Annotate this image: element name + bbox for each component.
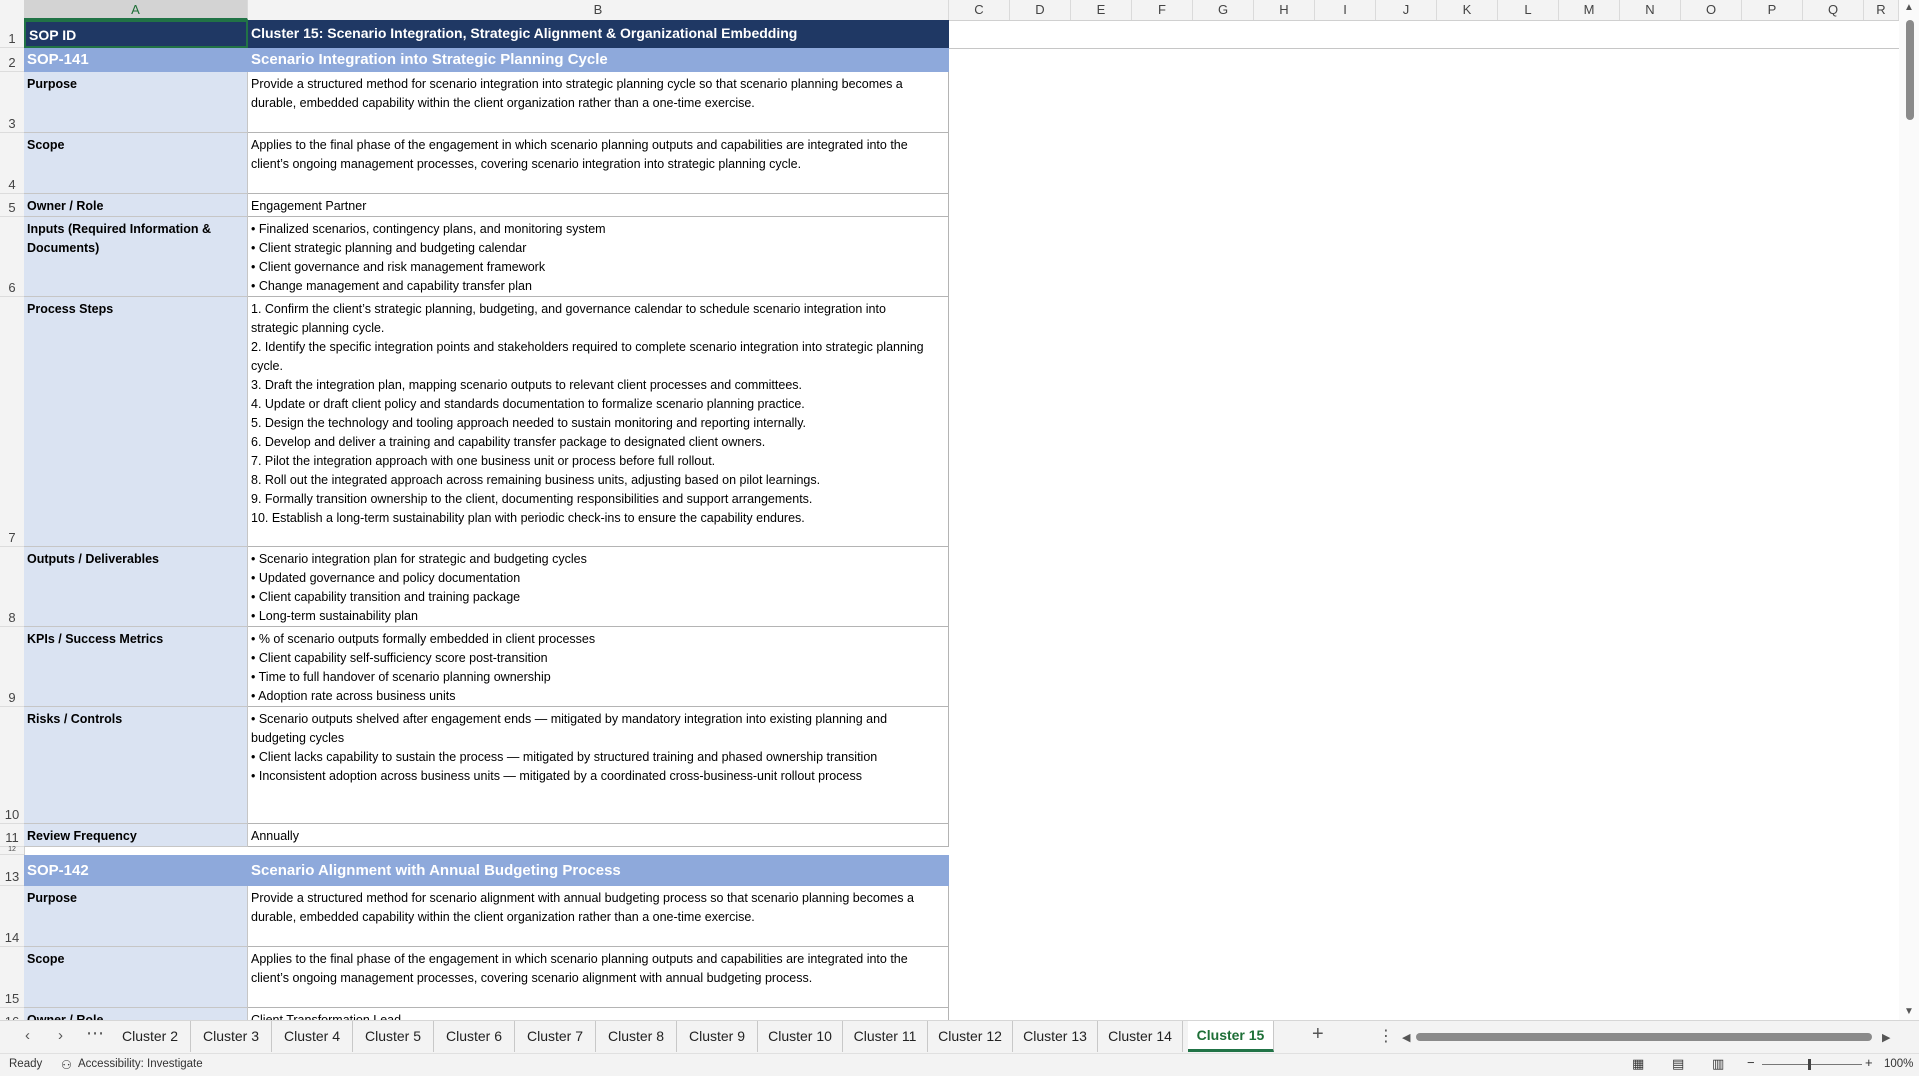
column-header-o[interactable]: O xyxy=(1681,0,1742,20)
cell-a10[interactable]: Risks / Controls xyxy=(24,707,248,824)
column-header-a[interactable]: A xyxy=(24,0,248,20)
accessibility-icon: ⚇ xyxy=(61,1058,72,1072)
sheet-tab[interactable]: Cluster 12 xyxy=(928,1021,1013,1052)
cell-b7[interactable] xyxy=(248,297,949,547)
cell-a6[interactable] xyxy=(24,217,248,297)
cell-line: 1. Confirm the client’s strategic planning, budgeting, and governance calendar to schedule scenario integration into xyxy=(251,302,886,316)
cell-b2[interactable]: Scenario Integration into Strategic Planning Cycle xyxy=(248,48,949,72)
cell-a1[interactable]: SOP ID xyxy=(24,20,248,48)
sheet-tab[interactable]: Cluster 9 xyxy=(677,1021,758,1052)
cell-line: strategic planning cycle. xyxy=(251,321,385,335)
cell-line: Applies to the final phase of the engagement in which scenario planning outputs and capabilities are integrated into the xyxy=(251,952,908,966)
cell-a15[interactable]: Scope xyxy=(24,947,248,1008)
more-options-icon[interactable]: ⋮ xyxy=(1378,1028,1394,1045)
status-bar xyxy=(0,1053,1919,1076)
cell-b13[interactable]: Scenario Alignment with Annual Budgeting Process xyxy=(248,855,949,886)
sop-title-row xyxy=(24,855,949,886)
sheet-tab[interactable]: Cluster 13 xyxy=(1013,1021,1098,1052)
gridline xyxy=(949,48,1899,49)
cell-b11[interactable]: Annually xyxy=(248,824,949,847)
cell-a8[interactable]: Outputs / Deliverables xyxy=(24,547,248,627)
row-header-7[interactable]: 7 xyxy=(0,297,24,547)
sheet-tab[interactable]: Cluster 11 xyxy=(843,1021,928,1052)
table-row xyxy=(24,824,949,847)
cell-b10[interactable] xyxy=(248,707,949,824)
table-row xyxy=(24,72,949,133)
cell-a5[interactable]: Owner / Role xyxy=(24,194,248,217)
zoom-level[interactable]: 100% xyxy=(1884,1058,1914,1070)
row-header-1[interactable]: 1 xyxy=(0,20,24,48)
cell-b9[interactable] xyxy=(248,627,949,707)
column-header-r[interactable]: R xyxy=(1864,0,1899,20)
sheet-tab[interactable]: Cluster 8 xyxy=(596,1021,677,1052)
next-sheet-icon[interactable]: › xyxy=(58,1027,63,1044)
cell-line: • Client capability transition and training package xyxy=(251,590,521,604)
column-header-e[interactable]: E xyxy=(1071,0,1132,20)
cell-a13[interactable]: SOP-142 xyxy=(24,855,248,886)
zoom-slider[interactable] xyxy=(1762,1064,1862,1065)
column-header-n[interactable]: N xyxy=(1620,0,1681,20)
table-row xyxy=(24,297,949,547)
column-header-i[interactable]: I xyxy=(1315,0,1376,20)
cell-b6[interactable] xyxy=(248,217,949,297)
cell-line: 5. Design the technology and tooling approach needed to sustain monitoring and reporting internally. xyxy=(251,416,806,430)
row-header-9[interactable]: 9 xyxy=(0,627,24,707)
cell-b15[interactable] xyxy=(248,947,949,1008)
horizontal-scroll-thumb[interactable] xyxy=(1416,1033,1872,1041)
cell-b5[interactable]: Engagement Partner xyxy=(248,194,949,217)
more-sheets-icon[interactable]: ⋯ xyxy=(86,1023,104,1043)
previous-sheet-icon[interactable]: ‹ xyxy=(25,1027,30,1044)
cell-a4[interactable]: Scope xyxy=(24,133,248,194)
worksheet-grid xyxy=(24,20,1899,1020)
scroll-up-icon[interactable]: ▲ xyxy=(1904,2,1914,13)
cell-line: client’s ongoing management processes, covering scenario integration into strategic planning cycle. xyxy=(251,157,802,171)
cell-line: cycle. xyxy=(251,359,283,373)
cell-line: client’s ongoing management processes, covering scenario alignment with annual budgeting process. xyxy=(251,971,813,985)
column-header-j[interactable]: J xyxy=(1376,0,1437,20)
row-header-bar xyxy=(0,20,25,1020)
cell-a9[interactable]: KPIs / Success Metrics xyxy=(24,627,248,707)
cell-b3[interactable] xyxy=(248,72,949,133)
status-ready: Ready xyxy=(9,1058,43,1070)
cell-line: Provide a structured method for scenario integration into strategic planning cycle so that scenario planning becomes a xyxy=(251,77,903,91)
row-header-4[interactable]: 4 xyxy=(0,133,24,194)
row-header-15[interactable]: 15 xyxy=(0,947,24,1008)
row-header-12[interactable]: 12 xyxy=(0,847,24,855)
cell-line: • Client governance and risk management framework xyxy=(251,260,546,274)
cell-line: 4. Update or draft client policy and standards documentation to formalize scenario planning practice. xyxy=(251,397,805,411)
column-header-h[interactable]: H xyxy=(1254,0,1315,20)
row-header-3[interactable]: 3 xyxy=(0,72,24,133)
vertical-scrollbar[interactable] xyxy=(1899,0,1919,1020)
cell-line: Applies to the final phase of the engagement in which scenario planning outputs and capabilities are integrated into the xyxy=(251,138,908,152)
column-header-q[interactable]: Q xyxy=(1803,0,1864,20)
column-header-c[interactable]: C xyxy=(949,0,1010,20)
cell-line: budgeting cycles xyxy=(251,731,345,745)
sheet-tab-bar xyxy=(0,1020,1919,1053)
horizontal-scrollbar[interactable] xyxy=(1402,1030,1892,1044)
cell-a11[interactable]: Review Frequency xyxy=(24,824,248,847)
sheet-tab[interactable]: Cluster 3 xyxy=(191,1021,272,1052)
table-row xyxy=(24,627,949,707)
cell-a7[interactable]: Process Steps xyxy=(24,297,248,547)
column-header-m[interactable]: M xyxy=(1559,0,1620,20)
cell-line: Inputs (Required Information & xyxy=(27,222,212,236)
row-header-6[interactable]: 6 xyxy=(0,217,24,297)
table-row xyxy=(24,547,949,627)
column-header-b[interactable]: B xyxy=(248,0,949,20)
cell-b8[interactable] xyxy=(248,547,949,627)
cell-line: 2. Identify the specific integration points and stakeholders required to complete scenario integration into strategic planning xyxy=(251,340,924,354)
cell-line: 8. Roll out the integrated approach across remaining business units, adjusting based on pilot learnings. xyxy=(251,473,821,487)
cell-line: • Updated governance and policy documentation xyxy=(251,571,521,585)
column-header-g[interactable]: G xyxy=(1193,0,1254,20)
sheet-tab[interactable]: Cluster 2 xyxy=(110,1021,191,1052)
zoom-in-icon[interactable]: + xyxy=(1865,1055,1873,1070)
cell-line: • Finalized scenarios, contingency plans, and monitoring system xyxy=(251,222,606,236)
column-header-l[interactable]: L xyxy=(1498,0,1559,20)
cell-b14[interactable] xyxy=(248,886,949,947)
scroll-left-icon[interactable]: ◀ xyxy=(1402,1032,1411,1044)
cell-a14[interactable]: Purpose xyxy=(24,886,248,947)
sop-title-row xyxy=(24,48,949,72)
cell-line: 7. Pilot the integration approach with one business unit or process before full rollout. xyxy=(251,454,716,468)
sheet-tab[interactable]: Cluster 5 xyxy=(353,1021,434,1052)
cell-line: • Client lacks capability to sustain the process — mitigated by structured training and phased ownership transition xyxy=(251,750,878,764)
select-all-corner[interactable] xyxy=(0,0,25,20)
cell-b1[interactable]: Cluster 15: Scenario Integration, Strategic Alignment & Organizational Embedding xyxy=(248,20,949,48)
sheet-tab[interactable]: Cluster 14 xyxy=(1098,1021,1183,1052)
column-header-bar xyxy=(0,0,1919,21)
table-row xyxy=(24,707,949,824)
cell-line: • Adoption rate across business units xyxy=(251,689,456,703)
cell-b4[interactable] xyxy=(248,133,949,194)
cell-line: • Scenario integration plan for strategic and budgeting cycles xyxy=(251,552,587,566)
row-header-11[interactable]: 11 xyxy=(0,824,24,847)
cell-line: • Client capability self-sufficiency score post-transition xyxy=(251,651,548,665)
column-header-k[interactable]: K xyxy=(1437,0,1498,20)
normal-view-icon[interactable]: ▦ xyxy=(1632,1056,1645,1071)
table-row xyxy=(24,947,949,1008)
sheet-tab[interactable]: Cluster 10 xyxy=(758,1021,843,1052)
zoom-slider-thumb[interactable] xyxy=(1808,1059,1811,1070)
row-header-13[interactable]: 13 xyxy=(0,855,24,886)
table-row xyxy=(24,217,949,297)
add-sheet-icon[interactable]: + xyxy=(1312,1023,1324,1045)
page-break-preview-icon[interactable]: ▥ xyxy=(1712,1056,1725,1071)
sheet-tab[interactable]: Cluster 7 xyxy=(515,1021,596,1052)
row-header-8[interactable]: 8 xyxy=(0,547,24,627)
cell-line: Provide a structured method for scenario alignment with annual budgeting process so that scenario planning becomes a xyxy=(251,891,914,905)
row-header-5[interactable]: 5 xyxy=(0,194,24,217)
cell-line: durable, embedded capability within the client organization rather than a one-time exercise. xyxy=(251,910,755,924)
cell-line: 3. Draft the integration plan, mapping scenario outputs to relevant client processes and committees. xyxy=(251,378,802,392)
cell-line: Documents) xyxy=(27,241,100,255)
row-header-14[interactable]: 14 xyxy=(0,886,24,947)
sheet-header-row xyxy=(24,20,949,48)
cell-line: • Client strategic planning and budgeting calendar xyxy=(251,241,527,255)
column-header-d[interactable]: D xyxy=(1010,0,1071,20)
cell-line: • Scenario outputs shelved after engagement ends — mitigated by mandatory integration into existing planning and xyxy=(251,712,888,726)
cell-line: 6. Develop and deliver a training and capability transfer package to designated client owners. xyxy=(251,435,766,449)
cell-line: • Change management and capability transfer plan xyxy=(251,279,532,293)
cell-line: durable, embedded capability within the client organization rather than a one-time exercise. xyxy=(251,96,755,110)
column-header-p[interactable]: P xyxy=(1742,0,1803,20)
table-row xyxy=(24,194,949,217)
sheet-tab[interactable]: Cluster 6 xyxy=(434,1021,515,1052)
sheet-tab-active[interactable]: Cluster 15 xyxy=(1188,1021,1274,1052)
page-layout-view-icon[interactable]: ▤ xyxy=(1672,1056,1685,1071)
cell-line: 9. Formally transition ownership to the client, documenting responsibilities and support arrangements. xyxy=(251,492,813,506)
sheet-tab[interactable]: Cluster 4 xyxy=(272,1021,353,1052)
cell-a3[interactable]: Purpose xyxy=(24,72,248,133)
scroll-right-icon[interactable]: ▶ xyxy=(1882,1032,1891,1044)
cell-line: • Time to full handover of scenario planning ownership xyxy=(251,670,551,684)
cell-line: • % of scenario outputs formally embedded in client processes xyxy=(251,632,596,646)
table-row xyxy=(24,886,949,947)
cell-line: 10. Establish a long-term sustainability plan with periodic check-ins to ensure the capability endures. xyxy=(251,511,805,525)
accessibility-status[interactable]: Accessibility: Investigate xyxy=(78,1058,203,1070)
table-row xyxy=(24,133,949,194)
cell-line: • Inconsistent adoption across business units — mitigated by a coordinated cross-business-unit rollout process xyxy=(251,769,862,783)
column-header-f[interactable]: F xyxy=(1132,0,1193,20)
spacer-row xyxy=(24,847,949,855)
zoom-out-icon[interactable]: − xyxy=(1747,1055,1755,1070)
scroll-down-icon[interactable]: ▼ xyxy=(1904,1006,1914,1017)
vertical-scroll-thumb[interactable] xyxy=(1906,20,1914,120)
cell-line: • Long-term sustainability plan xyxy=(251,609,418,623)
row-header-10[interactable]: 10 xyxy=(0,707,24,824)
cell-a2[interactable]: SOP-141 xyxy=(24,48,248,72)
row-header-2[interactable]: 2 xyxy=(0,48,24,72)
